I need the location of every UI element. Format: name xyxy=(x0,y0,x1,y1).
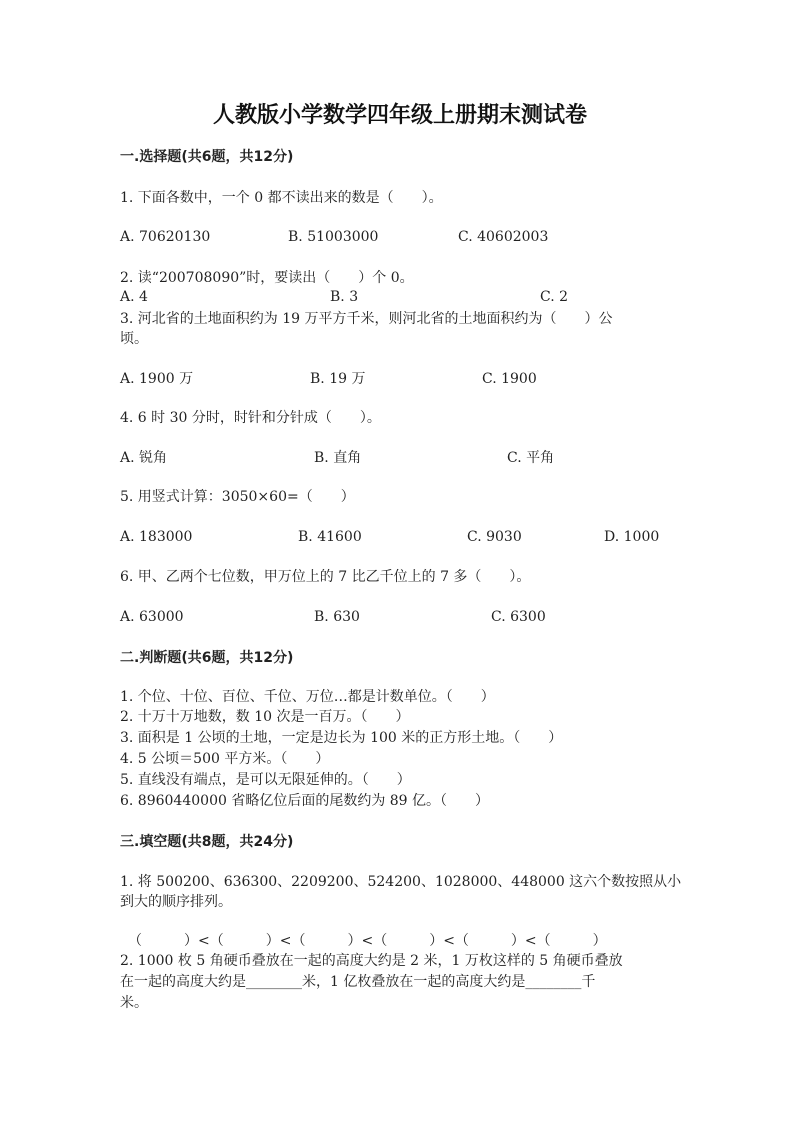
option: B. 51003000 xyxy=(288,229,379,245)
option: C. 40602003 xyxy=(458,229,549,245)
option: A. 4 xyxy=(120,289,148,305)
section-heading: 一.选择题(共6题，共12分) xyxy=(120,149,294,165)
option: C. 平角 xyxy=(507,450,555,466)
option: C. 9030 xyxy=(467,529,522,545)
option: B. 19 万 xyxy=(310,371,366,387)
option: A. 1900 万 xyxy=(120,371,194,387)
fill-line: 在一起的高度大约是________米，1 亿枚叠放在一起的高度大约是________千 xyxy=(120,974,596,990)
option: C. 6300 xyxy=(491,609,546,625)
option: B. 630 xyxy=(314,609,360,625)
section-heading: 三.填空题(共8题，共24分) xyxy=(120,834,294,850)
section-heading: 二.判断题(共6题，共12分) xyxy=(120,650,294,666)
fill-line: 到大的顺序排列。 xyxy=(120,894,232,910)
judge-item: 3. 面积是 1 公顷的土地，一定是边长为 100 米的正方形土地。（ ） xyxy=(120,730,563,746)
question-stem: 6. 甲、乙两个七位数，甲万位上的 7 比乙千位上的 7 多（ ）。 xyxy=(120,569,531,585)
option: A. 锐角 xyxy=(120,450,168,466)
fill-line: 2. 1000 枚 5 角硬币叠放在一起的高度大约是 2 米，1 万枚这样的 5 角硬币叠放 xyxy=(120,953,623,969)
judge-item: 1. 个位、十位、百位、千位、万位…都是计数单位。（ ） xyxy=(120,689,495,705)
question-stem: 4. 6 时 30 分时，时针和分针成（ ）。 xyxy=(120,410,381,426)
judge-item: 5. 直线没有端点，是可以无限延伸的。（ ） xyxy=(120,772,411,788)
fill-line: 米。 xyxy=(120,995,148,1011)
fill-line: 1. 将 500200、636300、2209200、524200、1028000、448000 这六个数按照从小 xyxy=(120,874,682,890)
question-stem: 2. 读“200708090”时，要读出（ ）个 0。 xyxy=(120,270,414,286)
option: A. 70620130 xyxy=(120,229,211,245)
option: D. 1000 xyxy=(604,529,660,545)
option: B. 3 xyxy=(330,289,359,305)
option: A. 63000 xyxy=(120,609,184,625)
judge-item: 2. 十万十万地数，数 10 次是一百万。（ ） xyxy=(120,709,410,725)
question-stem-cont: 顷。 xyxy=(120,331,148,347)
option: B. 41600 xyxy=(298,529,362,545)
option: C. 1900 xyxy=(482,371,537,387)
option: B. 直角 xyxy=(314,450,362,466)
question-stem: 1. 下面各数中，一个 0 都不读出来的数是（ ）。 xyxy=(120,190,443,206)
page-title: 人教版小学数学四年级上册期末测试卷 xyxy=(212,103,587,128)
question-stem: 3. 河北省的土地面积约为 19 万平方千米，则河北省的土地面积约为（ ）公 xyxy=(120,311,613,327)
option: C. 2 xyxy=(540,289,569,305)
judge-item: 4. 5 公顷＝500 平方米。（ ） xyxy=(120,751,330,767)
fill-blanks-row: （ ）<（ ）<（ ）<（ ）<（ ）<（ ） xyxy=(128,933,607,949)
question-stem: 5. 用竖式计算：3050×60=（ ） xyxy=(120,489,355,505)
option: A. 183000 xyxy=(120,529,193,545)
judge-item: 6. 8960440000 省略亿位后面的尾数约为 89 亿。（ ） xyxy=(120,793,490,809)
